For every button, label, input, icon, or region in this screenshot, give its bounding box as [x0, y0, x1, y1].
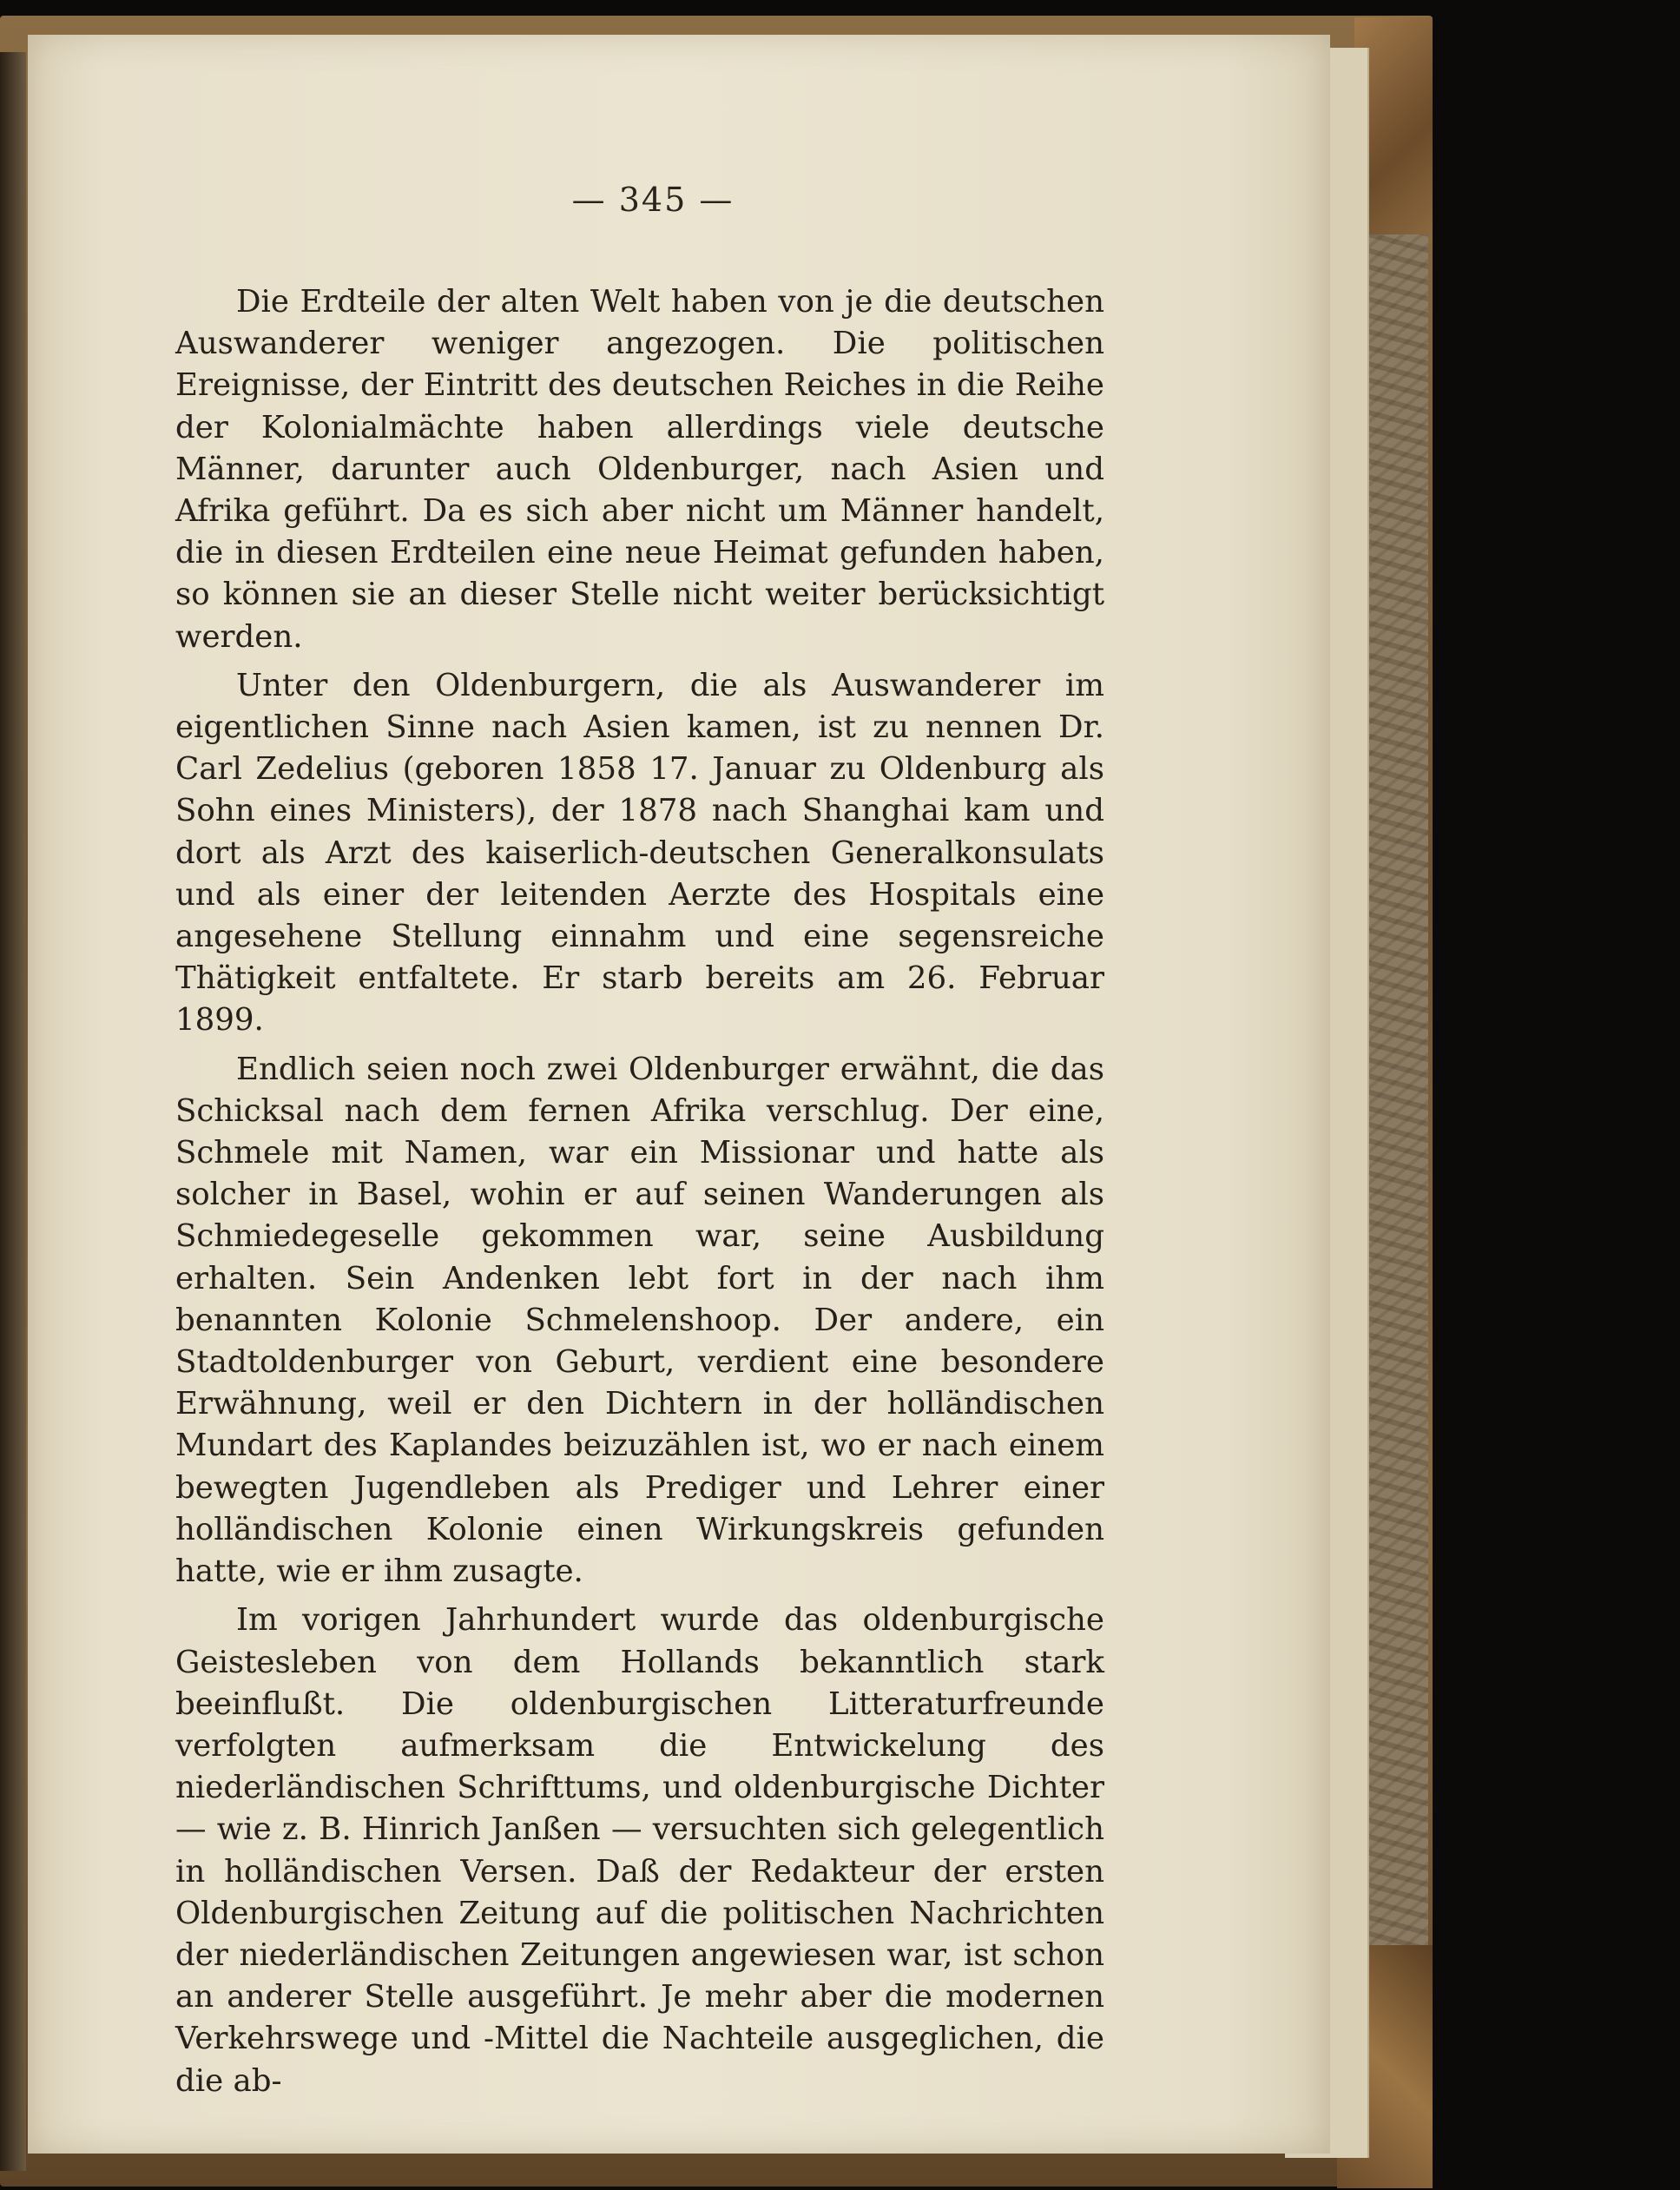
page-number: — 345 —	[571, 181, 735, 219]
page-body-text	[175, 281, 1104, 2109]
paragraph: Die Erdteile der alten Welt haben von je die deutschen Auswanderer weniger angezogen. Die politischen Ereignisse, der Eintritt des deutschen Reiches in die Reihe der Kolonialmächte haben allerdings viele deutsche Männer, darunter auch Oldenburger, nach Asien und Afrika geführt. Da es sich aber nicht um Männer handelt, die in diesen Erdteilen eine neue Heimat gefunden haben, so können sie an dieser Stelle nicht weiter berücksichtigt werden.	[175, 284, 1104, 655]
paragraph: Unter den Oldenburgern, die als Auswanderer im eigentlichen Sinne nach Asien kamen, ist zu nennen Dr. Carl Zedelius (geboren 1858 17. Januar zu Oldenburg als Sohn eines Ministers), der 1878 nach Shanghai kam und dort als Arzt des kaiserlich-deutschen Generalkonsulats und als einer der leitenden Aerzte des Hospitals eine angesehene Stellung einnahm und eine segensreiche Thätigkeit entfaltete. Er starb bereits am 26. Februar 1899.	[175, 667, 1104, 1039]
paragraph: Im vorigen Jahrhundert wurde das oldenburgische Geistesleben von dem Hollands bekanntlich stark beeinflußt. Die oldenburgischen Litteraturfreunde verfolgten aufmerksam die Entwickelung des niederländischen Schrifttums, und oldenburgische Dichter — wie z. B. Hinrich Janßen — versuchten sich gelegentlich in holländischen Versen. Daß der Redakteur der ersten Oldenburgischen Zeitung auf die politischen Nachrichten der niederländischen Zeitungen angewiesen war, ist schon an anderer Stelle ausgeführt. Je mehr aber die modernen Verkehrswege und -Mittel die Nachteile ausgeglichen, die die ab-	[175, 1602, 1104, 2099]
book-page	[28, 35, 1330, 2154]
spine-gutter	[0, 52, 26, 2171]
paragraph: Endlich seien noch zwei Oldenburger erwähnt, die das Schicksal nach dem fernen Afrika verschlug. Der eine, Schmele mit Namen, war ein Missionar und hatte als solcher in Basel, wohin er auf seinen Wanderungen als Schmiedegeselle gekommen war, seine Ausbildung erhalten. Sein Andenken lebt fort in der nach ihm benannten Kolonie Schmelenshoop. Der andere, ein Stadtoldenburger von Geburt, verdient eine besondere Erwähnung, weil er den Dichtern in der holländischen Mundart des Kaplandes beizuzählen ist, wo er nach einem bewegten Jugendleben als Prediger und Lehrer einer holländischen Kolonie einen Wirkungskreis gefunden hatte, wie er ihm zusagte.	[175, 1051, 1104, 1590]
